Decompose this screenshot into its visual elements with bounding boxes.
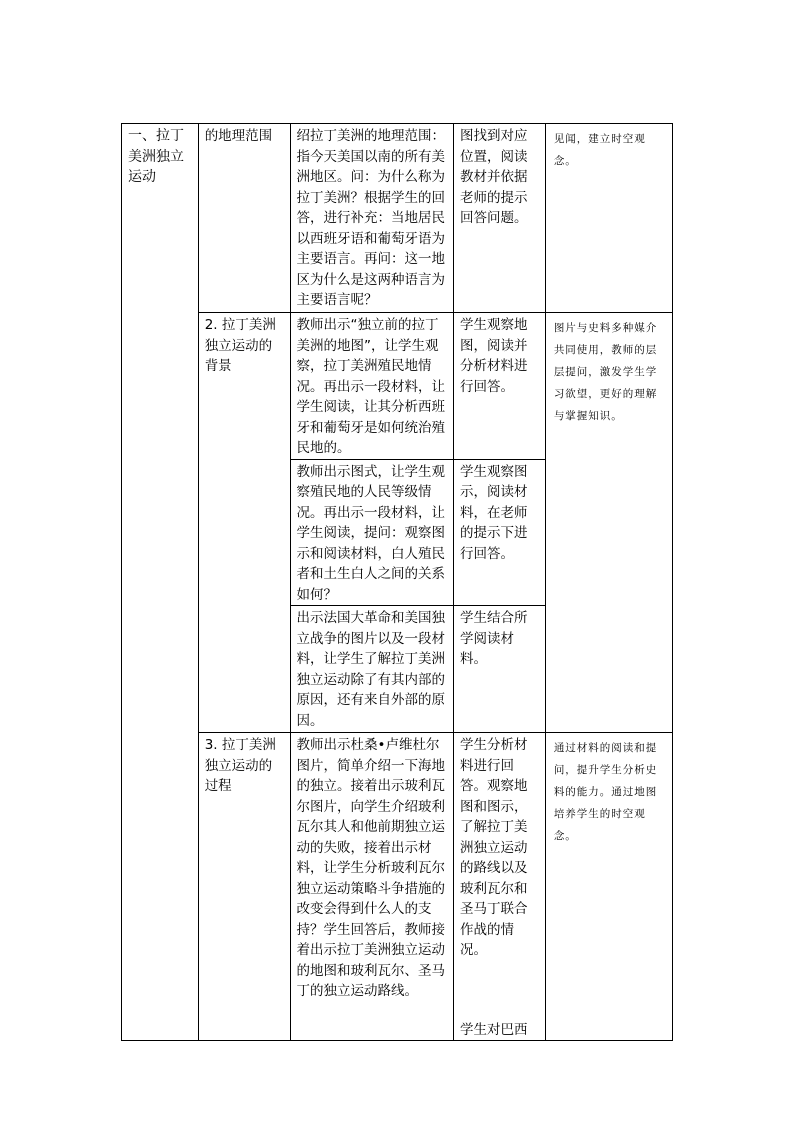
student-activity-cell: [453, 606, 545, 733]
topic-text: 2. 拉丁美洲独立运动的背景: [204, 317, 276, 374]
topic-cell: [198, 733, 290, 1041]
section-title-cell: [122, 124, 199, 1041]
topic-cell: [198, 124, 290, 313]
teacher-activity-text: 绍拉丁美洲的地理范围：指今天美国以南的所有美洲地区。问：为什么称为拉丁美洲？根据学生的回答，进行补充：当地居民以西班牙语和葡萄牙语为主要语言。再问：这一地区为什么是这两种语言为主要语言呢？: [296, 128, 446, 308]
topic-cell: [198, 313, 290, 733]
student-activity-text: 学生观察地图，阅读并分析材料进行回答。: [459, 317, 528, 395]
student-activity-continued-text: 学生对巴西: [459, 1021, 528, 1038]
student-activity-text: 学生观察图示，阅读材料，在老师的提示下进行回答。: [459, 463, 528, 562]
section-title: 一、拉丁美洲独立运动: [128, 128, 184, 185]
teacher-activity-cell: [290, 124, 453, 313]
student-activity-text: 图找到对应位置，阅读教材并依据老师的提示回答问题。: [459, 128, 528, 226]
design-intent-text: 见闻，建立时空观念。: [553, 133, 646, 167]
design-intent-text: 通过材料的阅读和提问，提升学生分析史料的能力。通过地图培养学生的时空观念。: [553, 742, 658, 842]
lesson-plan-table: [121, 123, 673, 1041]
design-intent-cell: [545, 313, 672, 733]
student-activity-cell: [453, 733, 545, 1041]
teacher-activity-cell: [290, 459, 453, 606]
topic-text: 3. 拉丁美洲独立运动的过程: [204, 737, 276, 794]
student-activity-text: 学生结合所学阅读材料。: [459, 610, 528, 667]
teacher-activity-cell: [290, 606, 453, 733]
teacher-activity-text: 教师出示杜桑•卢维杜尔图片，简单介绍一下海地的独立。接着出示玻利瓦尔图片，向学生介绍玻利瓦尔其人和他前期独立运动的失败，接着出示材料，让学生分析玻利瓦尔独立运动策略斗争措施的改变会得到什么人的支持？学生回答后，教师接着出示拉丁美洲独立运动的地图和玻利瓦尔、圣马丁的独立运动路线。: [296, 737, 446, 999]
design-intent-cell: [545, 124, 672, 313]
teacher-activity-text: 教师出示图式，让学生观察殖民地的人民等级情况。再出示一段材料，让学生阅读，提问：观察图示和阅读材料，白人殖民者和土生白人之间的关系如何？: [296, 463, 446, 603]
topic-text: 的地理范围: [204, 128, 273, 144]
teacher-activity-text: 出示法国大革命和美国独立战争的图片以及一段材料，让学生了解拉丁美洲独立运动除了有其内部的原因，还有来自外部的原因。: [296, 610, 446, 729]
teacher-activity-cell: [290, 733, 453, 1041]
design-intent-text: 图片与史料多种媒介共同使用，教师的层层提问，激发学生学习欲望，更好的理解与掌握知识。: [553, 322, 658, 422]
teacher-activity-text: 教师出示“独立前的拉丁美洲的地图”，让学生观察，拉丁美洲殖民地情况。再出示一段材料，让学生阅读，让其分析西班牙和葡萄牙是如何统治殖民地的。: [296, 317, 446, 456]
table-row: [122, 124, 673, 313]
student-activity-cell: [453, 124, 545, 313]
design-intent-cell: [545, 733, 672, 1041]
student-activity-cell: [453, 459, 545, 606]
table-row: [122, 733, 673, 1041]
teacher-activity-cell: [290, 313, 453, 460]
student-activity-cell: [453, 313, 545, 460]
table-row: [122, 313, 673, 460]
student-activity-text: 学生分析材料进行回答。观察地图和图示，了解拉丁美洲独立运动的路线以及玻利瓦尔和圣马丁联合作战的情况。: [459, 737, 528, 958]
